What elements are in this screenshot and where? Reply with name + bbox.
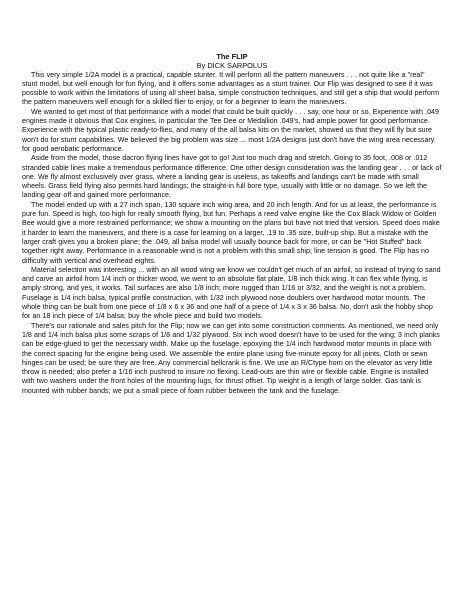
paragraph-materials: Material selection was interesting ... with an all wood wing we know we couldn't get much of an airfoil, so instead of trying to sand and carve an airfoil from 1/4 inch or thicker wood, we went to an absolute flat plate, 1/8 inch thick wing. It can flex while flying, is amply strong, and yes, it works. Tail surfaces are also 1/8 inch; more rugged than 1/16 or 3/32, and the weight is not a problem. Fuselage is 1/4 inch balsa, typical profile construction, with 1/32 inch plywood nose doublers over hardwood motor mounts. The whole thing can be built from one piece of 1/8 x 6 x 36 and one half of a piece of 1/4 x 3 x 36 balsa. No, don't ask the hobby shop for an 18 inch piece of 1/4 balsa; buy the whole piece and build two models. (22, 265, 441, 321)
document-title: The FLIP (216, 52, 248, 61)
paragraph-intro: This very simple 1/2A model is a practical, capable stunter. It will perform all the pattern maneuvers . . . not quite like a "real" stunt model, but well enough for fun flying, and it offers some advantages as a stunt trainer. Our Flip was designed to see if it was possible to work within the limitations of using all sheet balsa, simple construction techniques, and still get a ship that would perform the pattern maneuvers well enough for a skilled flier to enjoy, or for a beginner to learn the maneuvers. (22, 70, 440, 107)
paragraph-goals: We wanted to get most of that performance with a model that could be built quickly . . . say, one hour or so. Experience with .049 engines made it obvious that Cox engines, in particular the Tee Dee or Medallion .049's, had ample power for good performance. Experience with the typical plastic ready-to-flies, and many of the all balsa kits on the market, showed us that they will fly but sure won't do for stunt capabilities. We believed the big problem was size ... most 1/2A designs just don't have the wing area necessary for good aerobatic performance. (22, 107, 439, 153)
paragraph-construction: There's our rationale and sales pitch for the Flip; now we can get into some construction comments. As mentioned, we need only 1/8 and 1/4 inch balsa plus some scraps of 1/8 and 1/32 plywood. Six inch wood doesn't have to be used for the wing; 3 inch planks can be edge-glued to get the necessary width. Make up the fuselage, epoxying the 1/4 inch hardwood motor mounts in place with the correct spacing for the engine being used. We assemble the entire plane using five-minute epoxy for all joints. Cloth or sewn hinges can be used; be sure they are free. Any commercial bellcrank is fine. We use an R/Ctype horn on the elevator as very little throw is needed; also prefer a 1/16 inch pushrod to insure no flexing. Lead-outs are thin wire or flexible cable. Engine is installed with two washers under the front holes of the mounting lugs, for thrust offset. Tip weight is a length of large solder. Gas tank is mounted with rubber bands; we put a small piece of foam rubber between the tank and the fuselage. (22, 321, 440, 395)
paragraph-dimensions-performance: The model ended up with a 27 inch span, 130 square inch wing area, and 20 inch length. And for us at least, the performance is pure fun. Speed is high, too high for really smooth flying, but fun. Perhaps a reed valve engine like the Cox Black Widow or Golden Bee would give a more restrained performance; we show a mounting on the plans but have not tried that version. Speed does make it harder to learn the maneuvers, and there is a case for learning on a larger, .19 to .35 size, built-up ship. But a mistake with the larger craft gives you a broken plane; the .049, all balsa model will usually bounce back for more, or can be "Hot Stuffed" back together right away. Performance in a reasonable wind is not a problem with this small ship; line tension is good. The Flip has no difficulty with vertical and overhead eights. (22, 200, 440, 265)
author-byline: By DICK SARPOLUS (196, 61, 268, 71)
document-page (22, 52, 442, 396)
paragraph-lines-and-gear: Aside from the model, those dacron flying lines have got to go! Just too much drag and stretch. Going to 35 foot, .008 or .012 stranded cable lines make a tremendous performance difference. One other design consideration was the landing gear . . . or lack of one. We fly almost exclusively over grass, where a landing gear is useless, as takeoffs and landings can't be made with small wheels. Grass field flying also permits hard landings; the straight-in full bore type, usually with little or no damage. So we left the landing gear off and gained more performance. (22, 154, 442, 200)
